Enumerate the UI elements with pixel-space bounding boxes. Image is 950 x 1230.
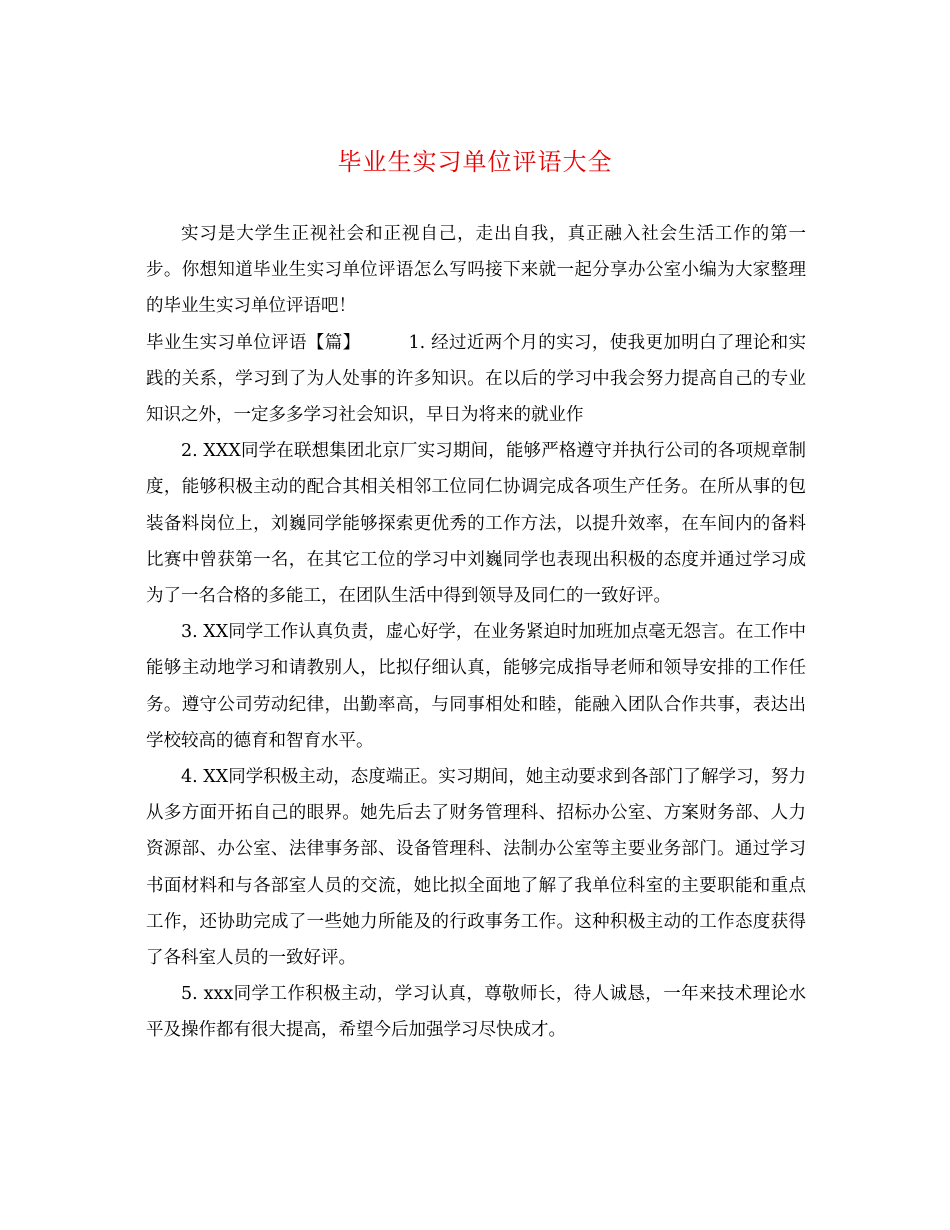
item-1: 1. 经过近两个月的实习，使我更加明白了理论和实践的关系，学习到了为人处事的许多知识。在以后的学习中我会努力提高自己的专业知识之外，一定多多学习社会知识，早日为将来的就业作 — [146, 332, 806, 426]
section-paragraph — [146, 325, 806, 434]
section-heading: 毕业生实习单位评语【篇】 — [146, 332, 361, 353]
item-5: 5. xxx同学工作积极主动，学习认真，尊敬师长，待人诚恳，一年来技术理论水平及操作都有很大提高，希望今后加强学习尽快成才。 — [146, 984, 806, 1041]
item-4: 4. XX同学积极主动，态度端正。实习期间，她主动要求到各部门了解学习，努力从多方面开拓自己的眼界。她先后去了财务管理科、招标办公室、方案财务部、人力资源部、办公室、法律事务部、设备管理科、法制办公室等主要业务部门。通过学习书面材料和与各部室人员的交流，她比拟全面地了解了我单位科室的主要职能和重点工作，还协助完成了一些她力所能及的行政事务工作。这种积极主动的工作态度获得了各科室人员的一致好评。 — [146, 767, 806, 969]
item-3: 3. XX同学工作认真负责，虚心好学，在业务紧迫时加班加点毫无怨言。在工作中能够主动地学习和请教别人，比拟仔细认真，能够完成指导老师和领导安排的工作任务。遵守公司劳动纪律，出勤率高，与同事相处和睦，能融入团队合作共事，表达出学校较高的德育和智育水平。 — [146, 622, 806, 751]
document-body — [146, 216, 806, 1049]
page-title: 毕业生实习单位评语大全 — [337, 148, 613, 176]
intro-paragraph: 实习是大学生正视社会和正视自己，走出自我，真正融入社会生活工作的第一步。你想知道毕业生实习单位评语怎么写吗接下来就一起分享办公室小编为大家整理的毕业生实习单位评语吧！ — [146, 224, 806, 317]
item-2: 2. XXX同学在联想集团北京厂实习期间，能够严格遵守并执行公司的各项规章制度，能够积极主动的配合其相关相邻工位同仁协调完成各项生产任务。在所从事的包装备料岗位上，刘巍同学能够探索更优秀的工作方法，以提升效率，在车间内的备料比赛中曾获第一名，在其它工位的学习中刘巍同学也表现出积极的态度并通过学习成为了一名合格的多能工，在团队生活中得到领导及同仁的一致好评。 — [146, 441, 806, 607]
